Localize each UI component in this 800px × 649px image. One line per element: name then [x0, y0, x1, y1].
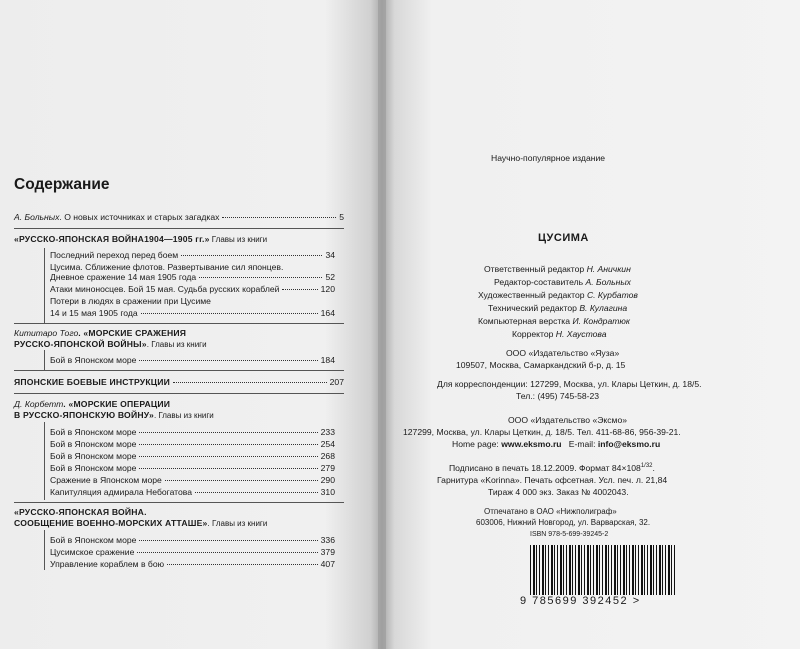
publisher-name: ООО «Издательство «Яуза»: [506, 348, 620, 358]
publisher-name: ООО «Издательство «Эксмо»: [508, 415, 628, 425]
book-title: ЦУСИМА: [538, 232, 589, 244]
publisher-address: 127299, Москва, ул. Клары Цеткин, д. 18/5. Тел. 411-68-86, 956-39-21.: [403, 427, 681, 437]
section-bracket: [44, 350, 45, 370]
website-link[interactable]: www.eksmo.ru: [501, 439, 562, 449]
toc-section-1[interactable]: [14, 234, 354, 245]
toc-item[interactable]: Атаки миноносцев. Бой 15 мая. Судьба русских кораблей 120: [50, 284, 335, 294]
toc-section-4[interactable]: Д. Корбетт. «МОРСКИЕ ОПЕРАЦИИ В РУССКО-ЯПОНСКУЮ ВОЙНУ». Главы из книги: [14, 399, 214, 420]
section-title: «РУССКО-ЯПОНСКАЯ ВОЙНА1904—1905 гг.»: [14, 234, 210, 244]
credit-line: Технический редактор В. Кулагина: [488, 303, 628, 313]
toc-entry-intro[interactable]: [14, 212, 344, 222]
toc-item[interactable]: Сражение в Японском море 290: [50, 475, 335, 485]
toc-item[interactable]: Бой в Японском море 254: [50, 439, 335, 449]
barcode-digits: 9 785699 392452 >: [520, 595, 641, 607]
print-run: Тираж 4 000 экз. Заказ № 4002043.: [488, 487, 629, 497]
toc-item[interactable]: Дневное сражение 14 мая 1905 года 52: [50, 272, 335, 282]
contents-heading: Содержание: [14, 176, 110, 193]
print-typeface: Гарнитура «Korinna». Печать офсетная. Усл. печ. л. 21,84: [437, 475, 668, 485]
credit-line: Корректор Н. Хаустова: [512, 329, 607, 339]
email-link[interactable]: info@eksmo.ru: [597, 439, 661, 449]
printer-name: Отпечатано в ОАО «Нижполиграф»: [484, 507, 617, 516]
toc-section-3[interactable]: ЯПОНСКИЕ БОЕВЫЕ ИНСТРУКЦИИ 207: [14, 377, 344, 387]
toc-item[interactable]: Бой в Японском море 336: [50, 535, 335, 545]
toc-item[interactable]: Бой в Японском море 279: [50, 463, 335, 473]
edition-genre: Научно-популярное издание: [491, 153, 606, 163]
web-label: Home page:: [452, 439, 502, 449]
publisher-address: 109507, Москва, Самаркандский б-р, д. 15: [456, 360, 626, 370]
toc-item[interactable]: Потери в людях в сражении при Цусиме: [50, 296, 211, 306]
toc-item[interactable]: Бой в Японском море 268: [50, 451, 335, 461]
toc-page: 5: [339, 212, 344, 222]
toc-item[interactable]: 14 и 15 мая 1905 года 164: [50, 308, 335, 318]
toc-item[interactable]: Бой в Японском море 184: [50, 355, 335, 365]
toc-item[interactable]: Цусима. Сближение флотов. Развертывание сил японцев.: [50, 262, 284, 272]
divider: [14, 393, 344, 394]
email-label: E-mail:: [561, 439, 598, 449]
credit-line: Ответственный редактор Н. Аничкин: [484, 264, 631, 274]
contact-line: [452, 439, 660, 449]
left-page-contents: [0, 0, 382, 649]
book-gutter: [378, 0, 386, 649]
toc-leader: [222, 217, 336, 218]
section-bracket: [44, 422, 45, 500]
printer-address: 603006, Нижний Новгород, ул. Варварская, 32.: [476, 518, 651, 527]
toc-item[interactable]: Управление кораблем в бою 407: [50, 559, 335, 569]
toc-item[interactable]: Бой в Японском море 233: [50, 427, 335, 437]
toc-section-5[interactable]: «РУССКО-ЯПОНСКАЯ ВОЙНА. СООБЩЕНИЕ ВОЕННО-МОРСКИХ АТТАШЕ». Главы из книги: [14, 507, 268, 528]
divider: [14, 323, 344, 324]
toc-item[interactable]: Последний переход перед боем 34: [50, 250, 335, 260]
toc-item[interactable]: Капитуляция адмирала Небогатова 310: [50, 487, 335, 497]
toc-title: . О новых источниках и старых загадках: [59, 212, 220, 222]
credit-line: Художественный редактор С. Курбатов: [478, 290, 638, 300]
divider: [14, 502, 344, 503]
barcode-icon: [530, 545, 676, 595]
divider: [14, 228, 344, 229]
toc-author: А. Больных: [14, 212, 60, 222]
section-bracket: [44, 248, 45, 323]
section-suffix: Главы из книги: [209, 235, 268, 244]
section-bracket: [44, 530, 45, 570]
credit-line: Компьютерная верстка И. Кондратюк: [478, 316, 630, 326]
correspondence: Для корреспонденции: 127299, Москва, ул. Клары Цеткин, д. 18/5.: [437, 379, 702, 389]
print-signed: Подписано в печать 18.12.2009. Формат $84\times 108^{1/32}$.: [449, 463, 655, 473]
phone: Тел.: (495) 745-58-23: [516, 391, 600, 401]
toc-section-2[interactable]: Кититаро Того. «МОРСКИЕ СРАЖЕНИЯ РУССКО-ЯПОНСКОЙ ВОЙНЫ». Главы из книги: [14, 328, 207, 349]
divider: [14, 370, 344, 371]
isbn-text: ISBN 978-5-699-39245-2: [530, 531, 609, 538]
credit-line: Редактор-составитель А. Больных: [494, 277, 631, 287]
toc-item[interactable]: Цусимское сражение 379: [50, 547, 335, 557]
